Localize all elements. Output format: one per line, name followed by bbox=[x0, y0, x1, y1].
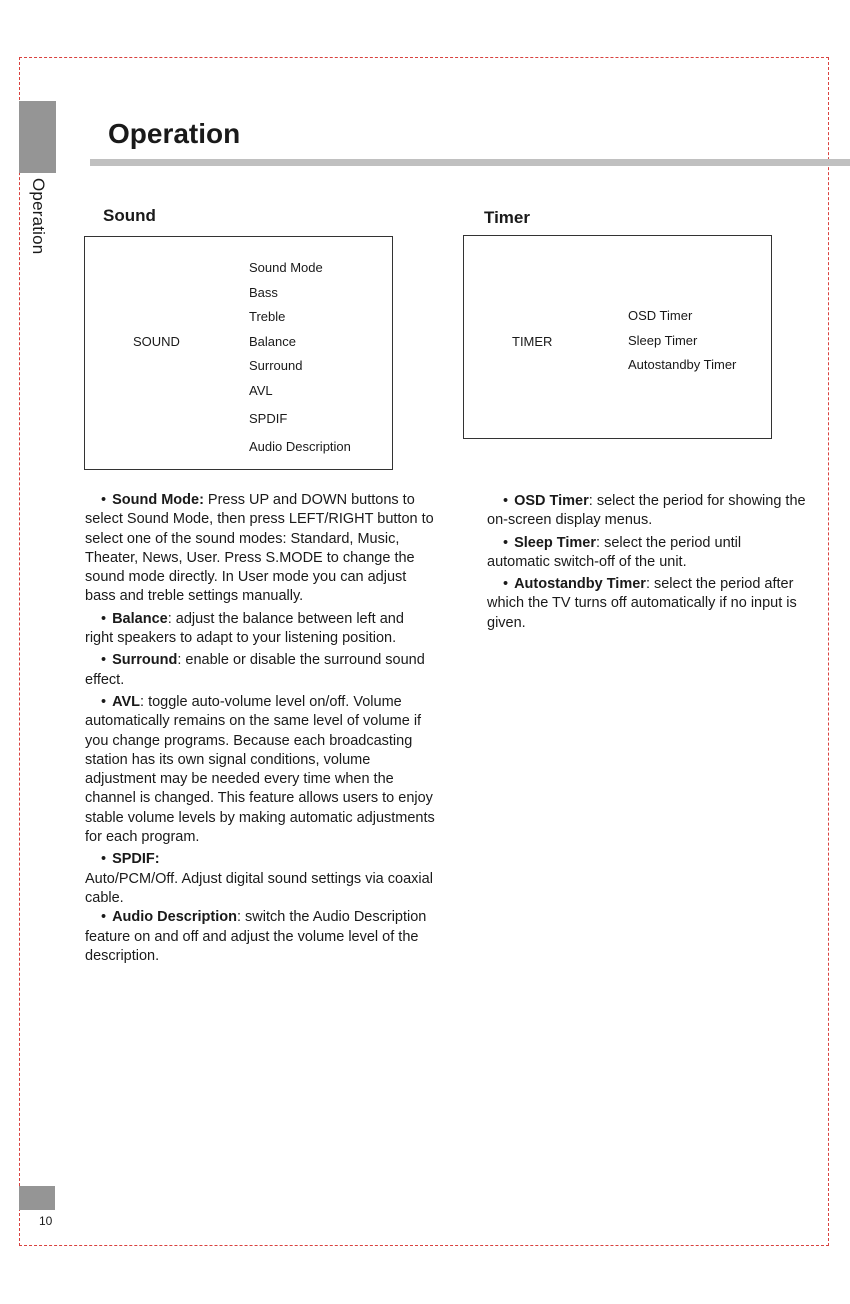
description-term: OSD Timer bbox=[514, 493, 589, 509]
avl-description bbox=[85, 693, 435, 847]
description-term: AVL bbox=[112, 693, 141, 710]
description-text: : enable or disable the surround sound effect. bbox=[85, 652, 425, 688]
bullet-glyph: • bbox=[101, 610, 107, 627]
sound-menu-item: Balance bbox=[249, 333, 296, 349]
description-term: Sound Mode: bbox=[112, 492, 204, 508]
description-term: Audio Description bbox=[112, 909, 237, 926]
bullet-glyph: • bbox=[503, 493, 509, 509]
page-number-tab bbox=[19, 1186, 55, 1210]
sound-menu-item: Audio Description bbox=[249, 438, 351, 454]
description-text: : adjust the balance between left and right speakers to adapt to your listening position. bbox=[85, 610, 404, 647]
bullet-glyph: • bbox=[101, 652, 107, 669]
description-term: Balance bbox=[112, 610, 168, 627]
sound-menu-label: SOUND bbox=[133, 334, 180, 349]
side-tab bbox=[19, 101, 56, 173]
title-rule bbox=[90, 159, 850, 166]
timer-menu-item: Autostandby Timer bbox=[628, 357, 737, 372]
spdif-description bbox=[85, 850, 435, 908]
sound-menu-list bbox=[249, 259, 351, 462]
description-term: Autostandby Timer bbox=[514, 576, 646, 593]
description-term: SPDIF: bbox=[112, 851, 160, 868]
bullet-glyph: • bbox=[101, 492, 107, 508]
timer-menu-item: OSD Timer bbox=[628, 308, 693, 323]
timer-menu-label: TIMER bbox=[512, 334, 553, 349]
description-text: : switch the Audio Description feature on and off and adjust the volume level of the description. bbox=[85, 909, 427, 964]
description-term: Sleep Timer bbox=[514, 534, 597, 551]
page-number: 10 bbox=[39, 1214, 53, 1228]
sound-heading: Sound bbox=[103, 206, 156, 225]
page-title: Operation bbox=[108, 118, 241, 149]
surround-description bbox=[85, 651, 435, 690]
timer-menu-list bbox=[628, 307, 736, 381]
sound-descriptions bbox=[85, 491, 435, 969]
bullet-glyph: • bbox=[503, 534, 509, 551]
sound-menu-item: SPDIF bbox=[249, 410, 288, 426]
balance-description bbox=[85, 610, 435, 649]
bullet-glyph: • bbox=[101, 909, 107, 926]
sound-menu-item: Bass bbox=[249, 284, 278, 300]
side-section-label: Operation bbox=[29, 178, 48, 255]
timer-menu-diagram bbox=[463, 235, 772, 439]
sound-menu-item: Sound Mode bbox=[249, 260, 323, 275]
sound-mode-description bbox=[85, 491, 435, 607]
description-text: Auto/PCM/Off. Adjust digital sound settings via coaxial cable. bbox=[85, 870, 433, 906]
description-text: : select the period after which the TV turns off automatically if no input is given. bbox=[487, 576, 797, 631]
sleep-timer-description bbox=[487, 534, 807, 573]
description-text: : select the period for showing the on-screen display menus. bbox=[487, 493, 806, 529]
osd-timer-description bbox=[487, 492, 807, 531]
sound-menu-item: Surround bbox=[249, 358, 303, 373]
description-text: Press UP and DOWN buttons to select Sound Mode, then press LEFT/RIGHT button to select one of the sound modes: Standard, Music, Theater, News, User. Press S.MODE to change the sound mode directly. In User mode you can adjust bass and treble settings manually. bbox=[85, 492, 434, 605]
timer-heading: Timer bbox=[484, 208, 530, 227]
bullet-glyph: • bbox=[101, 693, 107, 710]
sound-menu-item: AVL bbox=[249, 382, 273, 398]
description-term: Surround bbox=[112, 652, 178, 669]
autostandby-timer-description bbox=[487, 575, 807, 633]
bullet-glyph: • bbox=[503, 576, 509, 593]
timer-menu-item: Sleep Timer bbox=[628, 332, 698, 348]
description-text: : toggle auto-volume level on/off. Volume automatically remains on the same level of volume if you change programs. Because each broadcasting station has its own signal conditions, volume adjustment may be needed every time when the channel is changed. This feature allows users to enjoy stable volume levels by making automatic adjustments for each program. bbox=[85, 693, 435, 846]
sound-menu-item: Treble bbox=[249, 309, 286, 324]
timer-descriptions bbox=[487, 492, 807, 636]
sound-menu-diagram bbox=[84, 236, 393, 470]
description-text: : select the period until automatic switch-off of the unit. bbox=[487, 534, 742, 570]
bullet-glyph: • bbox=[101, 851, 107, 868]
audio-description-description bbox=[85, 908, 435, 966]
